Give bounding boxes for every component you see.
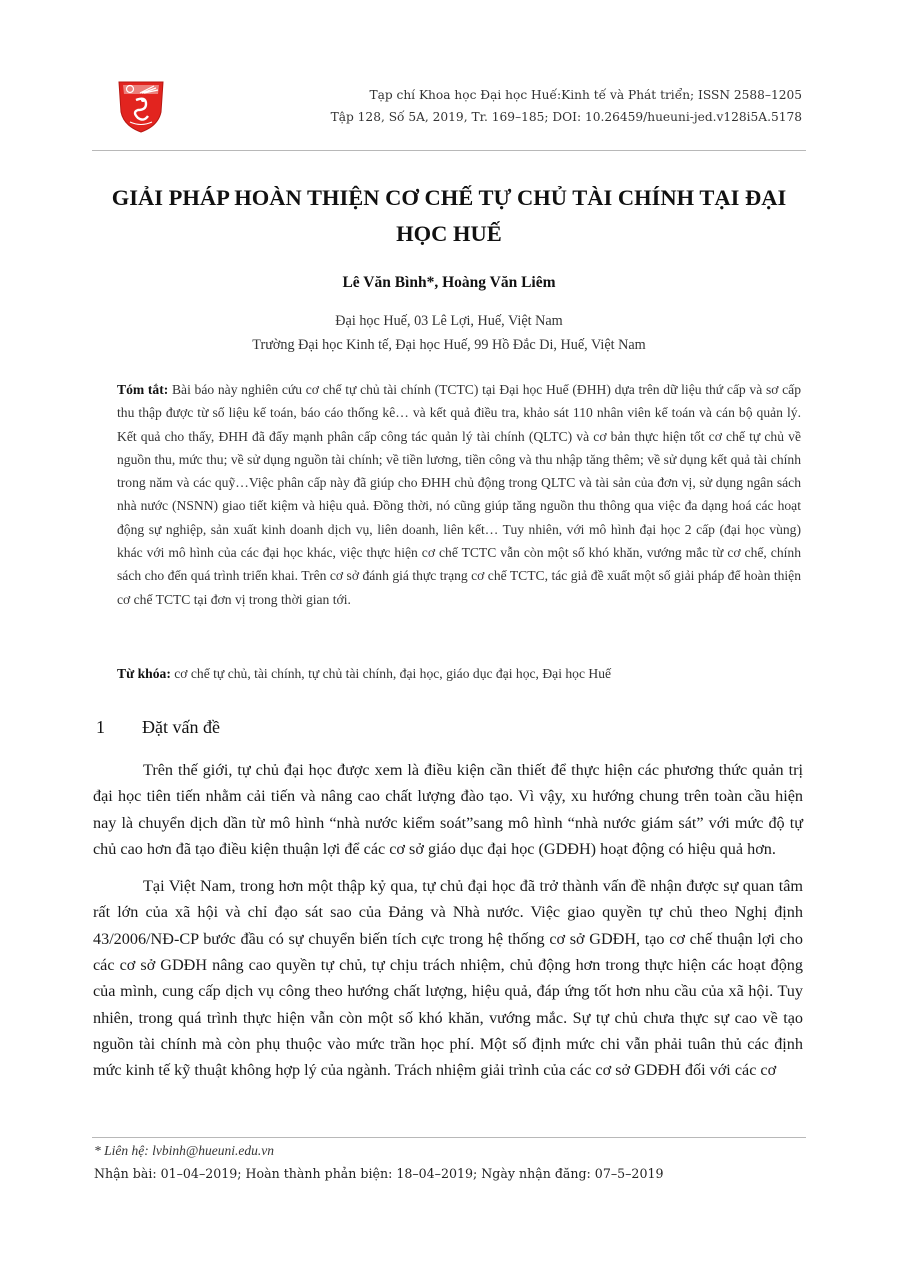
keywords <box>117 662 801 685</box>
body-paragraph: Tại Việt Nam, trong hơn một thập kỷ qua, tự chủ đại học đã trở thành vấn đề nhận được sự quan tâm rất lớn của xã hội và chỉ đạo sát sao của Đảng và Nhà nước. Việc giao quyền tự chủ theo Nghị định 43/2006/NĐ-CP bước đầu có sự chuyển biến tích cực trong hệ thống cơ sở GDĐH, tạo cơ chế thuận lợi cho các cơ sở GDĐH nâng cao quyền tự chủ, tự chịu trách nhiệm, chủ động hơn trong thực hiện các hoạt động của mình, cung cấp dịch vụ công theo hướng chất lượng, hiệu quả, đáp ứng tốt hơn nhu cầu của xã hội. Tuy nhiên, trong quá trình thực hiện vẫn còn một số khó khăn, vướng mắc. Sự tự chủ chưa thực sự cao về tạo nguồn tài chính mà còn phụ thuộc vào mức trần học phí. Một số định mức chi vẫn phải tuân thủ các định mức kinh tế kỹ thuật không hợp lý của ngành. Trách nhiệm giải trình của các cơ sở GDĐH đối với các cơ <box>93 877 803 1080</box>
section-title: Đặt vấn đề <box>142 717 220 737</box>
keywords-text: cơ chế tự chủ, tài chính, tự chủ tài chính, đại học, giáo dục đại học, Đại học Huế <box>170 666 612 681</box>
journal-header <box>331 84 802 128</box>
contact-footnote: * Liên hệ: lvbinh@hueuni.edu.vn <box>94 1143 275 1158</box>
author-affiliations <box>96 309 802 357</box>
journal-citation-line: Tạp chí Khoa học Đại học Huế:Kinh tế và Phát triển; ISSN 2588–1205 <box>369 88 802 102</box>
section-body <box>93 757 803 1095</box>
header-divider <box>92 150 806 151</box>
abstract <box>117 378 801 611</box>
section-number: 1 <box>96 717 105 737</box>
abstract-text: Bài báo này nghiên cứu cơ chế tự chủ tài chính (TCTC) tại Đại học Huế (ĐHH) dựa trên dữ liệu thứ cấp và sơ cấp thu thập được từ số liệu kế toán, báo cáo thống kê… và kết quả điều tra, khảo sát 110 nhân viên kế toán và cán bộ quản lý. Kết quả cho thấy, ĐHH đã đẩy mạnh phân cấp công tác quản lý tài chính (QLTC) và cơ bản thực hiện tốt cơ chế tự chủ về nguồn thu, mức thu; về sử dụng nguồn tài chính; về tiền lương, tiền công và thu nhập tăng thêm; về sử dụng kết quả tài chính trong năm và các quỹ…Việc phân cấp này đã giúp cho ĐHH chủ động trong QLTC và tài sản của đơn vị, sử dụng ngân sách nhà nước (NSNN) giao tiết kiệm và hiệu quả. Đồng thời, nó cũng giúp tăng nguồn thu thông qua việc đa dạng hoá các hoạt động sự nghiệp, sản xuất kinh doanh dịch vụ, liên doanh, liên kết… Tuy nhiên, với mô hình đại học 2 cấp (đại học vùng) khác với mô hình của các đại học khác, việc thực hiện cơ chế TCTC vẫn còn một số khó khăn, vướng mắc từ cơ chế, chính sách cho đến quá trình triển khai. Trên cơ sở đánh giá thực trạng cơ chế TCTC, tác giả đề xuất một số giải pháp để hoàn thiện cơ chế TCTC tại đơn vị trong thời gian tới. <box>117 382 801 607</box>
submission-dates: Nhận bài: 01–04–2019; Hoàn thành phản biện: 18–04–2019; Ngày nhận đăng: 07–5–2019 <box>94 1166 664 1181</box>
affiliation: Đại học Huế, 03 Lê Lợi, Huế, Việt Nam <box>335 313 563 329</box>
body-paragraph: Trên thế giới, tự chủ đại học được xem là điều kiện cần thiết để thực hiện các phương thức quản trị đại học tiên tiến nhằm cải tiến và nâng cao chất lượng đào tạo. Vì vậy, xu hướng chung trên toàn cầu hiện nay là chuyển dịch dần từ mô hình “nhà nước kiểm soát”sang mô hình “nhà nước giám sát” với mức độ tự chủ cao hơn đã tạo điều kiện thuận lợi để các cơ sở giáo dục đại học (GDĐH) hoạt động có hiệu quả hơn. <box>93 761 803 858</box>
affiliation: Trường Đại học Kinh tế, Đại học Huế, 99 Hồ Đắc Di, Huế, Việt Nam <box>252 337 646 353</box>
footnote-divider <box>92 1137 806 1138</box>
article-authors: Lê Văn Bình*, Hoàng Văn Liêm <box>342 274 556 291</box>
keywords-label: Từ khóa: <box>117 666 171 681</box>
section-heading <box>96 717 220 738</box>
hue-university-logo-icon <box>116 78 166 134</box>
journal-volume-doi-line: Tập 128, Số 5A, 2019, Tr. 169–185; DOI: 10.26459/hueuni-jed.v128i5A.5178 <box>330 110 802 124</box>
article-title: GIẢI PHÁP HOÀN THIỆN CƠ CHẾ TỰ CHỦ TÀI CHÍNH TẠI ĐẠI HỌC HUẾ <box>111 185 787 246</box>
abstract-label: Tóm tắt: <box>117 382 169 397</box>
